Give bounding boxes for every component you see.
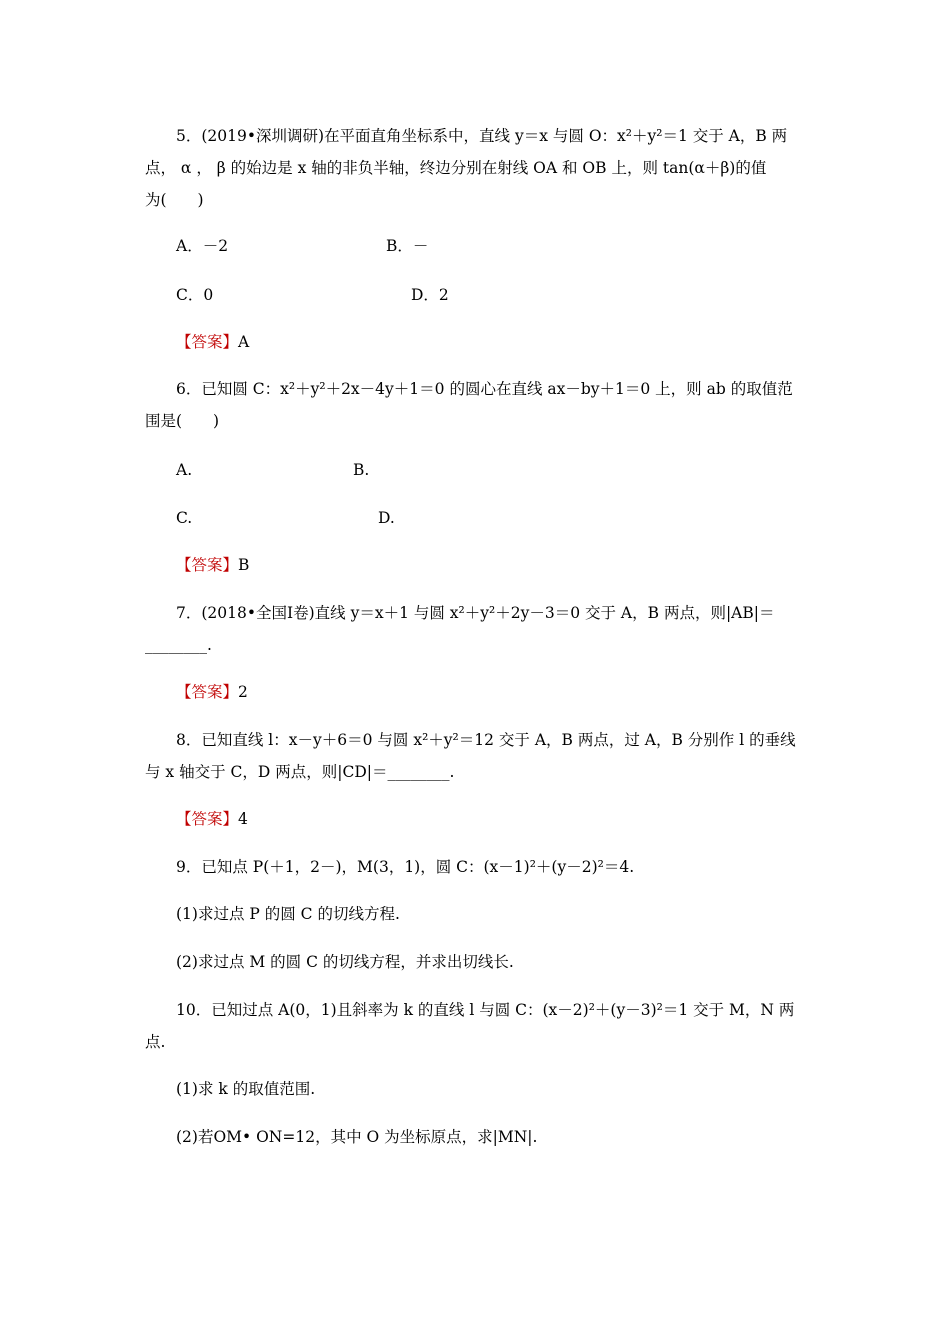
answer-tag: 【答案】 [176, 683, 239, 701]
q5-line-1: 5．(2019•深圳调研)在平面直角坐标系中，直线 y＝x 与圆 O：x²＋y²＝1 交于 A，B 两 [176, 127, 788, 145]
answer-tag: 【答案】 [176, 333, 239, 351]
q8-answer [176, 808, 248, 830]
answer-tag: 【答案】 [176, 810, 239, 828]
q10-line-1: 10．已知过点 A(0，1)且斜率为 k 的直线 l 与圆 C：(x－2)²＋(y－3)²＝1 交于 M，N 两 [176, 1001, 795, 1019]
q5-line-3: 为( ) [145, 191, 204, 209]
q6-option-c: C. [176, 509, 193, 527]
answer-value: 4 [238, 810, 248, 828]
q9-subquestion-2: (2)求过点 M 的圆 C 的切线方程，并求出切线长. [176, 953, 514, 971]
q7-line-2: ________. [145, 636, 212, 654]
answer-value: B [238, 556, 250, 574]
q9-subquestion-1: (1)求过点 P 的圆 C 的切线方程. [176, 905, 400, 923]
answer-tag: 【答案】 [176, 556, 239, 574]
answer-value: A [238, 333, 250, 351]
q10-subquestion-2: (2)若OM• ON=12，其中 O 为坐标原点，求|MN|. [176, 1128, 538, 1146]
q10-line-2: 点. [145, 1033, 166, 1051]
q6-line-1: 6．已知圆 C：x²＋y²＋2x－4y＋1＝0 的圆心在直线 ax－by＋1＝0 上，则 ab 的取值范 [176, 380, 793, 398]
q8-line-2: 与 x 轴交于 C，D 两点，则|CD|＝________. [145, 763, 455, 781]
q6-answer [176, 554, 249, 576]
q5-option-b: B．－ [386, 237, 429, 255]
q8-line-1: 8．已知直线 l：x－y＋6＝0 与圆 x²＋y²＝12 交于 A，B 两点，过 A，B 分别作 l 的垂线 [176, 731, 796, 749]
q5-option-c: C．0 [176, 286, 214, 304]
answer-value: 2 [238, 683, 248, 701]
q10-subquestion-1: (1)求 k 的取值范围. [176, 1080, 316, 1098]
q5-line-2: 点， α ， β 的始边是 x 轴的非负半轴，终边分别在射线 OA 和 OB 上，则 tan(α＋β)的值 [145, 159, 767, 177]
q6-option-d: D. [378, 509, 395, 527]
q6-option-a: A. [176, 461, 193, 479]
q7-answer [176, 681, 248, 703]
q9-line-1: 9．已知点 P(＋1，2－)，M(3，1)，圆 C：(x－1)²＋(y－2)²＝4. [176, 858, 635, 876]
q5-option-d: D．2 [411, 286, 449, 304]
q5-answer [176, 331, 249, 353]
q6-option-b: B. [353, 461, 370, 479]
q5-option-a: A．－2 [176, 237, 229, 255]
q6-line-2: 围是( ) [145, 412, 220, 430]
q7-line-1: 7．(2018•全国Ⅰ卷)直线 y＝x＋1 与圆 x²＋y²＋2y－3＝0 交于 A，B 两点，则|AB|＝ [176, 604, 775, 622]
